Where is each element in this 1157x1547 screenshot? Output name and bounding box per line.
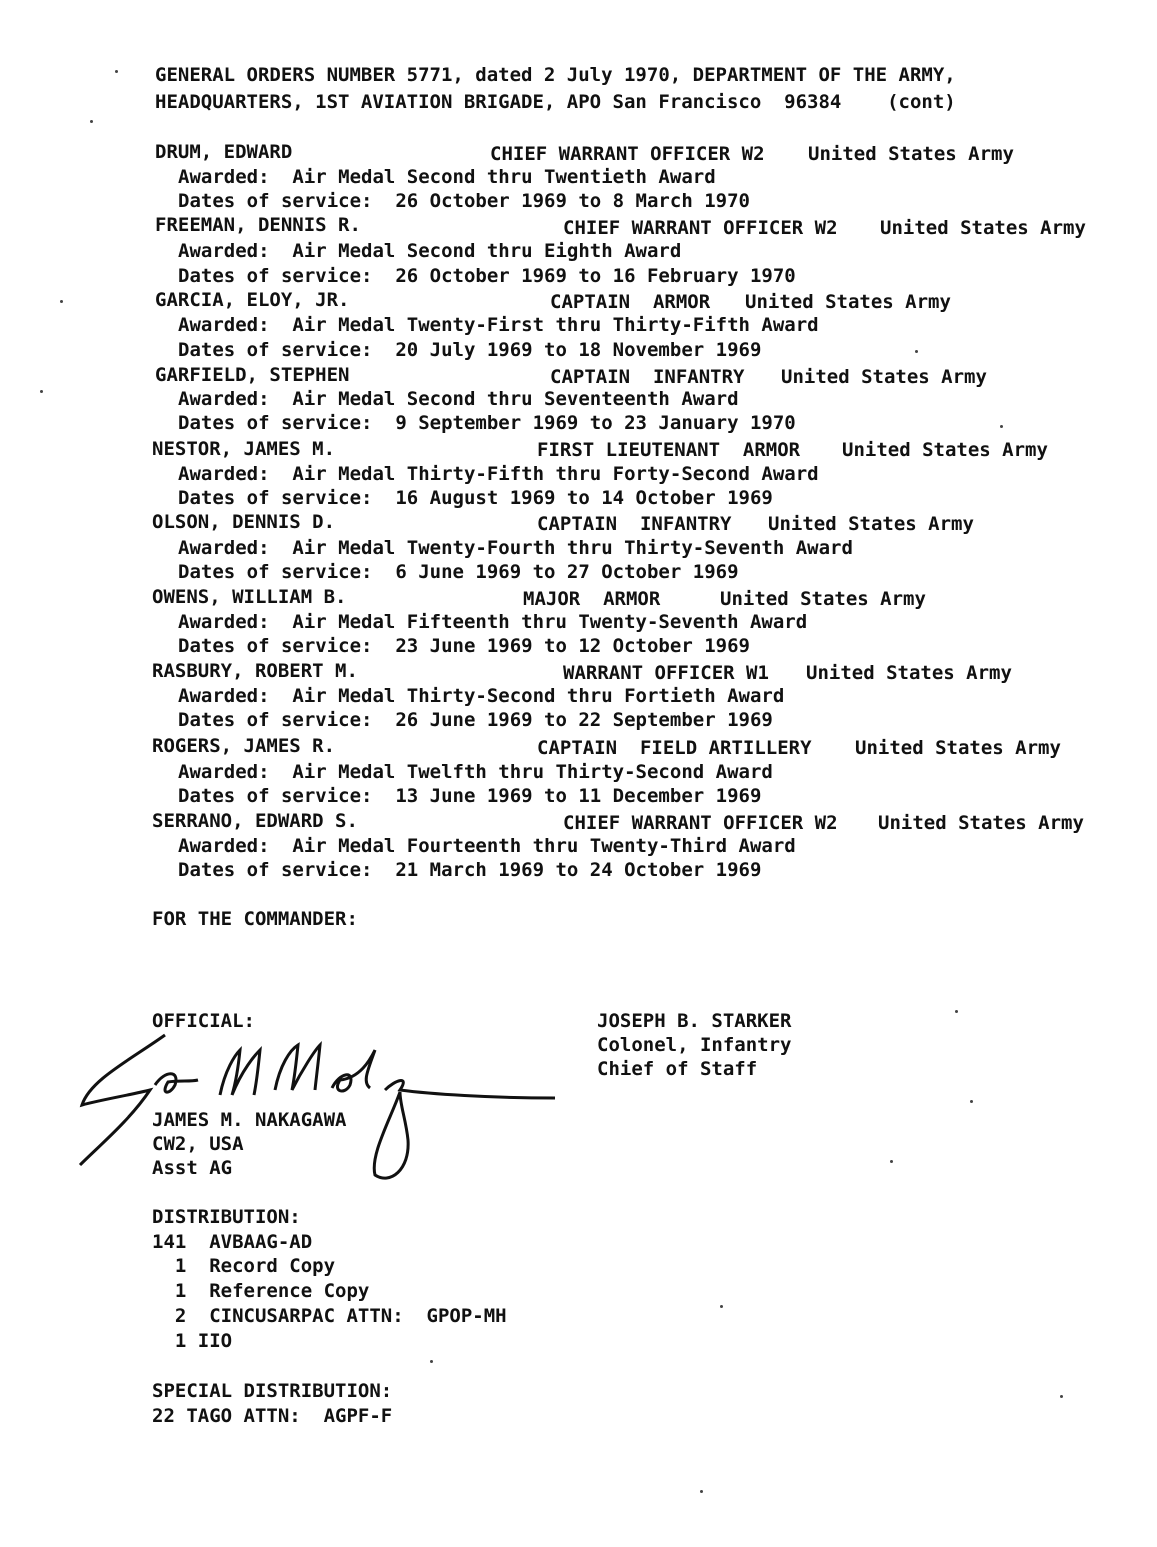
award-dates: Dates of service: 6 June 1969 to 27 October 1969	[178, 561, 739, 583]
award-rank: CAPTAIN INFANTRY	[550, 366, 745, 388]
award-awarded: Awarded: Air Medal Second thru Seventeenth Award	[178, 388, 739, 410]
commander-name: JOSEPH B. STARKER	[597, 1010, 792, 1032]
award-rank: FIRST LIEUTENANT ARMOR	[537, 439, 801, 461]
award-service: United States Army	[806, 662, 1012, 684]
award-name: DRUM, EDWARD	[155, 141, 293, 163]
award-service: United States Army	[720, 588, 926, 610]
award-rank: WARRANT OFFICER W1	[563, 662, 769, 684]
award-service: United States Army	[880, 217, 1086, 239]
scan-speck	[890, 1160, 893, 1163]
award-awarded: Awarded: Air Medal Twelfth thru Thirty-Second Award	[178, 761, 773, 783]
award-dates: Dates of service: 20 July 1969 to 18 November 1969	[178, 339, 762, 361]
scan-speck	[1060, 1395, 1063, 1398]
commander-rank: Colonel, Infantry	[597, 1034, 792, 1056]
scan-speck	[40, 390, 43, 393]
distribution-item: 1 IIO	[152, 1330, 233, 1352]
award-service: United States Army	[781, 366, 987, 388]
award-service: United States Army	[745, 291, 951, 313]
distribution-item: 1 Reference Copy	[152, 1280, 370, 1302]
award-rank: CHIEF WARRANT OFFICER W2	[563, 812, 838, 834]
award-name: OWENS, WILLIAM B.	[152, 586, 347, 608]
commander-title: Chief of Staff	[597, 1058, 758, 1080]
award-dates: Dates of service: 9 September 1969 to 23 January 1970	[178, 412, 796, 434]
scan-speck	[90, 120, 93, 123]
award-awarded: Awarded: Air Medal Thirty-Second thru Fortieth Award	[178, 685, 785, 707]
award-awarded: Awarded: Air Medal Fourteenth thru Twenty-Third Award	[178, 835, 796, 857]
award-awarded: Awarded: Air Medal Twenty-Fourth thru Thirty-Seventh Award	[178, 537, 853, 559]
award-service: United States Army	[768, 513, 974, 535]
award-rank: CAPTAIN ARMOR	[550, 291, 711, 313]
official-label: OFFICIAL:	[152, 1010, 255, 1032]
special-distribution-heading: SPECIAL DISTRIBUTION:	[152, 1380, 393, 1402]
distribution-item: 141 AVBAAG-AD	[152, 1231, 313, 1253]
award-rank: MAJOR ARMOR	[523, 588, 661, 610]
award-name: FREEMAN, DENNIS R.	[155, 214, 361, 236]
scan-speck	[60, 300, 63, 303]
award-awarded: Awarded: Air Medal Second thru Eighth Award	[178, 240, 682, 262]
scan-speck	[1000, 425, 1003, 428]
scan-speck	[700, 1490, 703, 1493]
award-service: United States Army	[855, 737, 1061, 759]
award-service: United States Army	[842, 439, 1048, 461]
signature-image	[70, 1010, 570, 1200]
award-dates: Dates of service: 21 March 1969 to 24 October 1969	[178, 859, 762, 881]
award-name: GARCIA, ELOY, JR.	[155, 289, 350, 311]
distribution-item: 1 Record Copy	[152, 1255, 336, 1277]
award-service: United States Army	[878, 812, 1084, 834]
distribution-item: 2 CINCUSARPAC ATTN: GPOP-MH	[152, 1305, 507, 1327]
award-name: RASBURY, ROBERT M.	[152, 660, 358, 682]
award-service: United States Army	[808, 143, 1014, 165]
award-dates: Dates of service: 26 October 1969 to 16 February 1970	[178, 265, 796, 287]
award-dates: Dates of service: 23 June 1969 to 12 October 1969	[178, 635, 750, 657]
award-awarded: Awarded: Air Medal Fifteenth thru Twenty-Seventh Award	[178, 611, 808, 633]
award-rank: CAPTAIN INFANTRY	[537, 513, 732, 535]
award-name: ROGERS, JAMES R.	[152, 735, 336, 757]
official-grade: CW2, USA	[152, 1133, 244, 1155]
scan-speck	[970, 1100, 973, 1103]
special-distribution-item: 22 TAGO ATTN: AGPF-F	[152, 1405, 393, 1427]
award-name: NESTOR, JAMES M.	[152, 438, 336, 460]
award-rank: CAPTAIN FIELD ARTILLERY	[537, 737, 812, 759]
award-name: OLSON, DENNIS D.	[152, 511, 336, 533]
award-dates: Dates of service: 13 June 1969 to 11 December 1969	[178, 785, 762, 807]
scan-speck	[955, 1010, 958, 1013]
award-rank: CHIEF WARRANT OFFICER W2	[490, 143, 765, 165]
official-title: Asst AG	[152, 1157, 233, 1179]
distribution-heading: DISTRIBUTION:	[152, 1206, 301, 1228]
award-name: GARFIELD, STEPHEN	[155, 364, 350, 386]
header-line-1: GENERAL ORDERS NUMBER 5771, dated 2 July 1970, DEPARTMENT OF THE ARMY,	[155, 64, 956, 86]
award-name: SERRANO, EDWARD S.	[152, 810, 358, 832]
header-line-2: HEADQUARTERS, 1ST AVIATION BRIGADE, APO San Francisco 96384 (cont)	[155, 91, 956, 113]
award-dates: Dates of service: 26 June 1969 to 22 September 1969	[178, 709, 773, 731]
scan-speck	[720, 1305, 723, 1308]
award-dates: Dates of service: 16 August 1969 to 14 October 1969	[178, 487, 773, 509]
award-awarded: Awarded: Air Medal Thirty-Fifth thru Forty-Second Award	[178, 463, 819, 485]
award-awarded: Awarded: Air Medal Twenty-First thru Thirty-Fifth Award	[178, 314, 819, 336]
scan-speck	[915, 350, 918, 353]
official-name: JAMES M. NAKAGAWA	[152, 1109, 347, 1131]
scan-speck	[115, 70, 118, 73]
award-awarded: Awarded: Air Medal Second thru Twentieth Award	[178, 166, 716, 188]
award-dates: Dates of service: 26 October 1969 to 8 March 1970	[178, 190, 750, 212]
for-the-commander: FOR THE COMMANDER:	[152, 908, 358, 930]
scan-speck	[430, 1360, 433, 1363]
award-rank: CHIEF WARRANT OFFICER W2	[563, 217, 838, 239]
